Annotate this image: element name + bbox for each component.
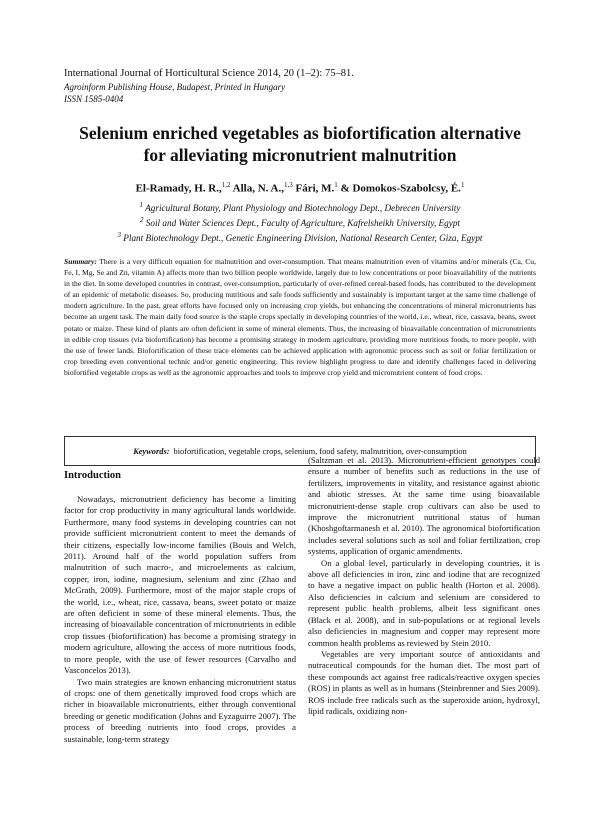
affiliation-text: Soil and Water Sciences Dept., Faculty of Agriculture, Kafrelsheikh University, Egypt [143,218,460,229]
author-affiliation-mark: 1,2 [221,181,231,189]
author-affiliation-mark: 1 [460,181,465,189]
journal-citation: International Journal of Horticultural Science 2014, 20 (1–2): 75–81. [64,68,354,79]
paper-title [40,122,560,166]
author-name: & Domokos-Szabolcsy, É. [337,182,461,195]
body-paragraph: Nowadays, micronutrient deficiency has become a limiting factor for crop productivity in many agricultural lands worldwide. Furthermore, many food systems in developing countries can not provide sufficient micronutrient content to meet the demands of their citizens, especially low-income families (Bouis and Welch, 2011). Around half of the world population suffers from malnutrition of such macro-, and microelements as calcium, copper, iron, iodine, magnesium, selenium and zinc (Zhao and McGrath, 2009). Furthermore, most of the major staple crops of the world, i.e., wheat, rice, cassava, beans, sweet potato or maize are often deficient in some of these mineral elements. Thus, the increasing of bioavailable concentration of micronutrients in edible crop tissues (biofortification) has become a promising strategy in modern agriculture, allowing the access of more nutritious foods, to more people, with the use of fewer resources (Carvalho and Vasconcelos 2013). [64,494,296,676]
affiliation-number: 3 [117,231,121,240]
author-name: Fári, M. [292,182,335,195]
author-affiliation-mark: 1 [334,181,338,189]
affiliation-number: 2 [140,216,144,225]
author-name: El-Ramady, H. R., [135,182,222,195]
body-paragraph: Vegetables are very important source of antioxidants and nutraceutical compounds for the human diet. The most part of these compounds act against free radicals/reactive oxygen species (ROS) in plants as well as in humans (Steinbrenner and Sies 2009). ROS include free radicals such as the superoxide anion, hydroxyl, lipid radicals, oxidizing non- [308,648,540,716]
keywords-text: biofortification, vegetable crops, selenium, food safety, malnutrition, over-consumption [173,446,467,456]
author-list [40,179,560,196]
affiliation-number: 1 [139,201,144,209]
abstract-summary [64,256,536,378]
title-line-1: Selenium enriched vegetables as biofortification alternative [79,123,521,143]
body-column-right [308,455,540,717]
affiliation [40,199,560,214]
title-line-2: for alleviating micronutrient malnutrition [143,145,457,165]
publisher-line: Agroinform Publishing House, Budapest, Printed in Hungary [64,82,286,92]
affiliation-text: Plant Biotechnology Dept., Genetic Engineering Division, National Research Center, Giza, Egypt [121,233,483,244]
keywords-label: Keywords: [133,446,170,456]
body-paragraph: On a global level, particularly in developing countries, it is above all deficiencies in iron, zinc and iodine that are recognized to have a negative impact on public health (Horton et al. 2008). Also deficiencies in calcium and selenium are considered to represent public health problems, albeit less significant ones (Black et al. 2008), and in sub-populations or at regional levels also deficiencies in magnesium and copper may represent more common health problems as reviewed by Stein 2010. [308,557,540,648]
body-paragraph: (Saltzman et al. 2013). Micronutrient-efficient genotypes could ensure a number of benefits such as reductions in the use of fertilizers, improvements in vitality, and resistance against abiotic and abiotic stresses. At the same time using bioavailable micronutrient-dense staple crop cultivars can also be used to improve the micronutrient nutritional status of human (Khoshgoftarmanesh et al. 2010). The agronomical biofortification includes several solutions such as soil and foliar fertilization, crop systems, application of organic amendments. [308,455,540,557]
section-heading-introduction: Introduction [64,470,121,481]
affiliation-list [40,199,560,244]
affiliation [40,214,560,229]
body-column-left [64,455,296,745]
affiliation [40,229,560,244]
author-affiliation-mark: 1,3 [283,181,293,189]
affiliation-text: Agricultural Botany, Plant Physiology and Biotechnology Dept., Debrecen University [143,203,461,214]
body-paragraph: Two main strategies are known enhancing micronutrient status of crops: one of them genetically improved food crops which are richer in bioavailable micronutrients, either through conventional breeding or genetic modification (Johns and Eyzaguirre 2007). The process of breeding nutrients into food crops, provides a sustainable, long-term strategy [64,676,296,744]
author-name: Alla, N. A., [230,182,284,195]
summary-text: There is a very difficult equation for malnutrition and over-consumption. That means malnutrition even of vitamins and/or minerals (Ca, Cu, Fe, I, Mg, Se and Zn, vitamin A) affects more than two billion people worldwide, largely due to low concentrations or poor bioavailability of the nutrients in the diet. In some developed countries in contrast, over-consumption, particularly of over-refined cereal-based foods, has contributed to the development of an epidemic of metabolic diseases. So, producing nutritious and safe foods sufficiently and sustainably is important target at the same time challenge of modern agriculture. In the past, great efforts have focused only on increasing crop yields, but enhancing the concentrations of mineral micronutrients has become an urgent task. The main daily food source is the staple crops specially in developing countries of the world, i.e., wheat, rice, cassava, beans, sweet potato or maize. These kind of plants are often deficient in some of mineral elements. Thus, the increasing of bioavailable concentration of micronutrients in edible crop tissues (via biofortification) has become a promising strategy in modern agriculture, providing more nutritious foods, to more people, with the use of fewer lands. Biofortification of these trace elements can be achieved application with agronomic process such as soil or foliar fertilization or crop breeding even conventional technic and/or genetic engineering. This review highlight progress to date and identify challenges faced in delivering biofortified vegetable crops as well as the agronomic approaches and tools to improve crop yield and micronutrient content of food crops. [64,257,536,377]
issn-line: ISSN 1585-0404 [64,94,124,104]
summary-label: Summary: [64,257,97,266]
